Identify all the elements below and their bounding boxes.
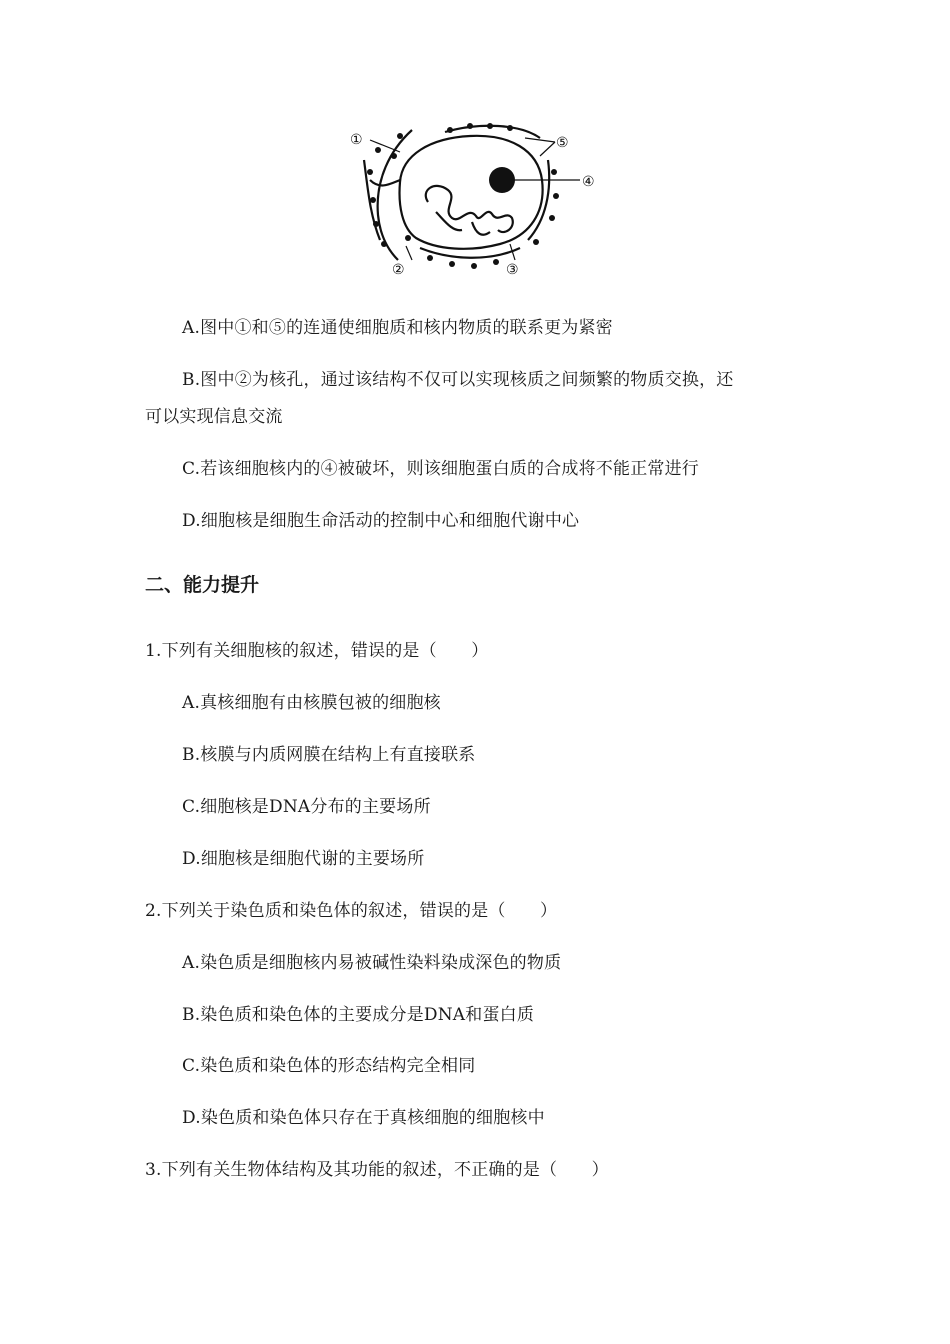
question-1-option-d: D.细胞核是细胞代谢的主要场所: [182, 849, 425, 869]
leader-1: [370, 140, 400, 152]
prev-option-b-line1: B.图中②为核孔，通过该结构不仅可以实现核质之间频繁的物质交换，还: [182, 370, 734, 390]
question-3-stem: 3.下列有关生物体结构及其功能的叙述，不正确的是（ ）: [145, 1160, 609, 1180]
er-connection: [370, 180, 400, 185]
chromatin: [426, 186, 513, 235]
label-5: ⑤: [556, 135, 569, 151]
prev-option-b-line2: 可以实现信息交流: [145, 407, 283, 427]
leader-5b: [540, 142, 555, 156]
question-2-option-a: A.染色质是细胞核内易被碱性染料染成深色的物质: [182, 953, 562, 973]
leader-5a: [525, 138, 555, 142]
question-1-stem: 1.下列有关细胞核的叙述，错误的是（ ）: [145, 641, 489, 661]
nucleolus: [489, 167, 515, 193]
question-2-option-b: B.染色质和染色体的主要成分是DNA和蛋白质: [182, 1005, 535, 1025]
prev-option-c: C.若该细胞核内的④被破坏，则该细胞蛋白质的合成将不能正常进行: [182, 459, 700, 479]
inner-membrane: [400, 136, 543, 249]
prev-option-d: D.细胞核是细胞生命活动的控制中心和细胞代谢中心: [182, 511, 580, 531]
label-2: ②: [392, 262, 405, 278]
question-1-option-b: B.核膜与内质网膜在结构上有直接联系: [182, 745, 476, 765]
label-3: ③: [506, 262, 519, 278]
leader-2: [406, 246, 412, 260]
outer-membrane-right: [528, 160, 549, 240]
label-1: ①: [350, 132, 363, 148]
section-title: 二、能力提升: [145, 574, 260, 596]
question-2-stem: 2.下列关于染色质和染色体的叙述，错误的是（ ）: [145, 901, 558, 921]
question-2-option-c: C.染色质和染色体的形态结构完全相同: [182, 1056, 476, 1076]
label-4: ④: [582, 174, 595, 190]
prev-option-a: A.图中①和⑤的连通使细胞质和核内物质的联系更为紧密: [182, 318, 613, 338]
question-2-option-d: D.染色质和染色体只存在于真核细胞的细胞核中: [182, 1108, 545, 1128]
question-1-option-a: A.真核细胞有由核膜包被的细胞核: [182, 693, 441, 713]
nucleus-diagram: [340, 120, 610, 280]
question-1-option-c: C.细胞核是DNA分布的主要场所: [182, 797, 431, 817]
